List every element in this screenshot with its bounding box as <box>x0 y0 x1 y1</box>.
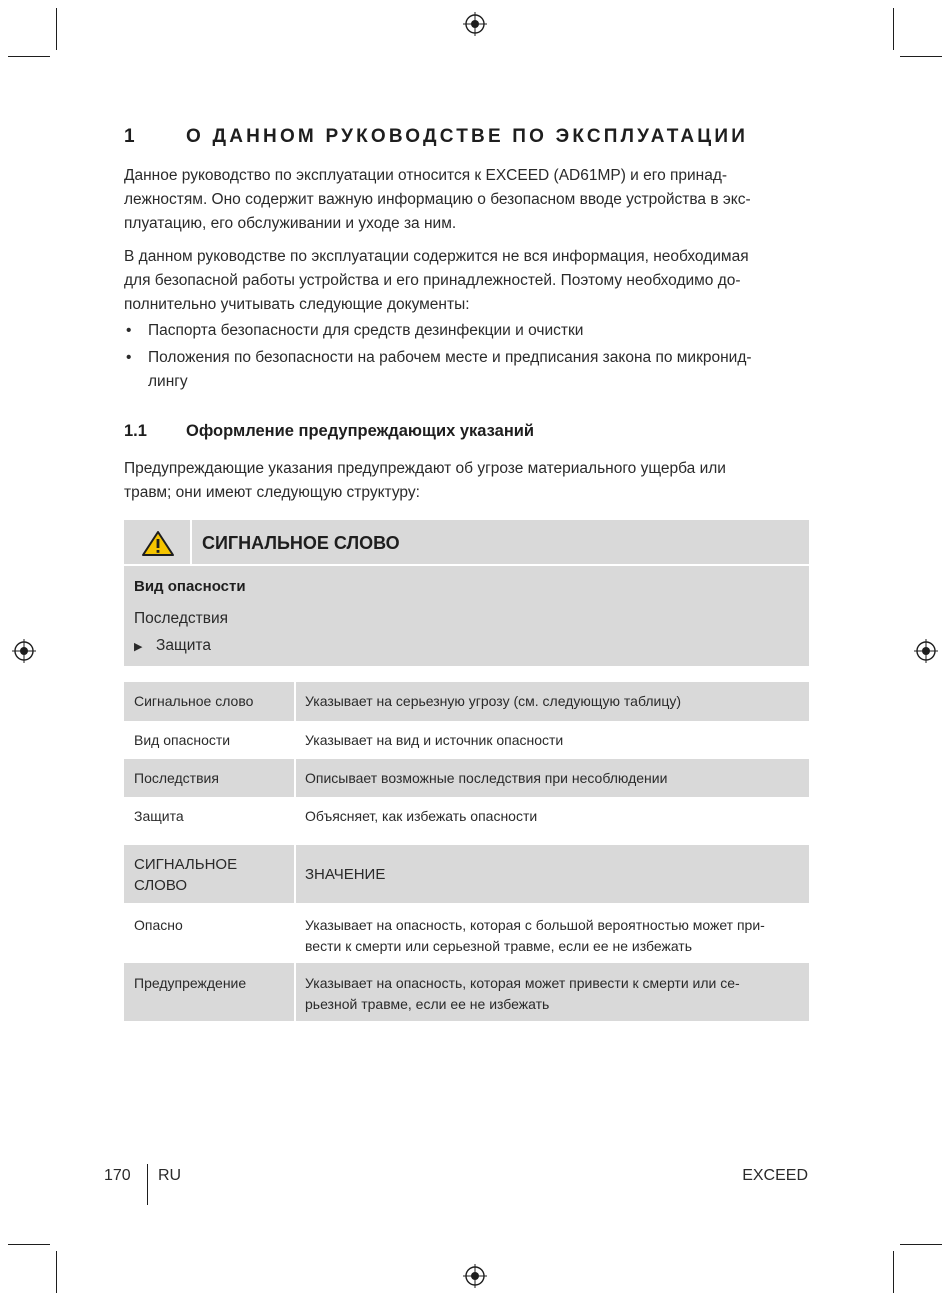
table-cell-description <box>296 797 809 835</box>
warning-box <box>124 520 809 666</box>
crop-mark <box>900 1244 942 1245</box>
hazard-type: Вид опасности <box>134 578 246 595</box>
crop-mark <box>893 8 894 50</box>
text-line: травм; они имеют следующую структуру: <box>124 484 420 501</box>
table-cell-term <box>124 797 294 835</box>
text-line: Паспорта безопасности для средств дезинфекции и очистки <box>148 322 584 339</box>
text-line: В данном руководстве по эксплуатации содержится не вся информация, необходимая <box>124 248 749 265</box>
text-line: для безопасной работы устройства и его принадлежностей. Поэтому необходимо до- <box>124 272 741 289</box>
table-row <box>124 682 809 721</box>
cell-text: Указывает на вид и источник опасности <box>305 732 564 748</box>
registration-mark-icon <box>463 12 487 36</box>
paragraph <box>124 245 810 317</box>
table-row <box>124 759 809 797</box>
cell-text: Последствия <box>134 770 219 786</box>
warning-triangle-icon <box>141 530 175 557</box>
list-item <box>124 319 814 343</box>
section-heading <box>124 126 748 148</box>
section-title: О ДАННОМ РУКОВОДСТВЕ ПО ЭКСПЛУАТАЦИИ <box>186 126 749 147</box>
subsection-heading <box>124 422 534 441</box>
protection <box>134 637 211 655</box>
text-line: Данное руководство по эксплуатации относится к EXCEED (AD61MP) и его принад- <box>124 167 728 184</box>
list-item <box>124 346 814 394</box>
crop-mark <box>8 1244 50 1245</box>
cell-text: Указывает на опасность, которая с большой вероятностью может при- <box>305 917 765 933</box>
cell-text: Объясняет, как избежать опасности <box>305 808 538 824</box>
table-cell-term <box>124 721 294 759</box>
text-line: полнительно учитывать следующие документы: <box>124 296 470 313</box>
text-line: лежностям. Оно содержит важную информацию о безопасном вводе устройства в экс- <box>124 191 751 208</box>
crop-mark <box>8 56 50 57</box>
header-text: СИГНАЛЬНОЕ <box>134 856 238 873</box>
cell-text: Предупреждение <box>134 975 247 991</box>
table-header-term <box>124 845 294 903</box>
subsection-title: Оформление предупреждающих указаний <box>186 422 535 440</box>
table-row <box>124 721 809 759</box>
table-row <box>124 904 809 963</box>
table-cell-description <box>296 759 809 797</box>
warning-icon-cell <box>124 520 192 566</box>
cell-text: Указывает на опасность, которая может привести к смерти или се- <box>305 975 740 991</box>
registration-mark-icon <box>463 1264 487 1288</box>
table-cell-description <box>296 963 809 1021</box>
registration-mark-icon <box>12 639 36 663</box>
cell-text: Сигнальное слово <box>134 693 254 709</box>
registration-mark-icon <box>914 639 938 663</box>
consequences: Последствия <box>134 610 229 627</box>
crop-mark <box>56 1251 57 1293</box>
page-number: 170 <box>104 1167 131 1184</box>
bullet-icon: • <box>126 349 132 366</box>
table-cell-term <box>124 904 294 963</box>
cell-text: Защита <box>134 808 184 824</box>
table-row <box>124 797 809 835</box>
text-line: Положения по безопасности на рабочем месте и предписания закона по микронид- <box>148 349 752 366</box>
cell-text: Описывает возможные последствия при несоблюдении <box>305 770 668 786</box>
product-name: EXCEED <box>742 1167 808 1184</box>
table-cell-term <box>124 759 294 797</box>
bullet-icon: • <box>126 322 132 339</box>
table-header-description <box>296 845 809 903</box>
language-code: RU <box>158 1167 182 1184</box>
table-cell-term <box>124 682 294 721</box>
cell-text: вести к смерти или серьезной травме, если ее не избежать <box>305 938 693 954</box>
crop-mark <box>900 56 942 57</box>
table-cell-description <box>296 721 809 759</box>
crop-mark <box>56 8 57 50</box>
header-text: СЛОВО <box>134 877 188 894</box>
section-number: 1 <box>124 126 135 147</box>
warning-header <box>124 520 809 566</box>
elements-table <box>124 682 809 835</box>
table-cell-description <box>296 904 809 963</box>
play-arrow-icon: ▶ <box>134 641 143 653</box>
table-row <box>124 963 809 1021</box>
paragraph <box>124 164 810 236</box>
table-header-row <box>124 845 809 903</box>
cell-text: Опасно <box>134 917 183 933</box>
text-line: плуатацию, его обслуживании и уходе за ним. <box>124 215 457 232</box>
signal-word: СИГНАЛЬНОЕ СЛОВО <box>202 533 400 553</box>
text-line: Предупреждающие указания предупреждают об угрозе материального ущерба или <box>124 460 726 477</box>
table-cell-description <box>296 682 809 721</box>
header-text: ЗНАЧЕНИЕ <box>305 866 386 883</box>
footer-divider <box>147 1164 148 1205</box>
cell-text: Указывает на серьезную угрозу (см. следующую таблицу) <box>305 693 682 709</box>
subsection-number: 1.1 <box>124 422 147 440</box>
protection-label: Защита <box>156 637 211 654</box>
text-line: лингу <box>148 373 188 390</box>
intro-paragraph <box>124 457 810 505</box>
document-list <box>124 319 814 397</box>
signal-words-table <box>124 845 809 1021</box>
cell-text: рьезной травме, если ее не избежать <box>305 996 550 1012</box>
crop-mark <box>893 1251 894 1293</box>
cell-text: Вид опасности <box>134 732 231 748</box>
table-cell-term <box>124 963 294 1021</box>
